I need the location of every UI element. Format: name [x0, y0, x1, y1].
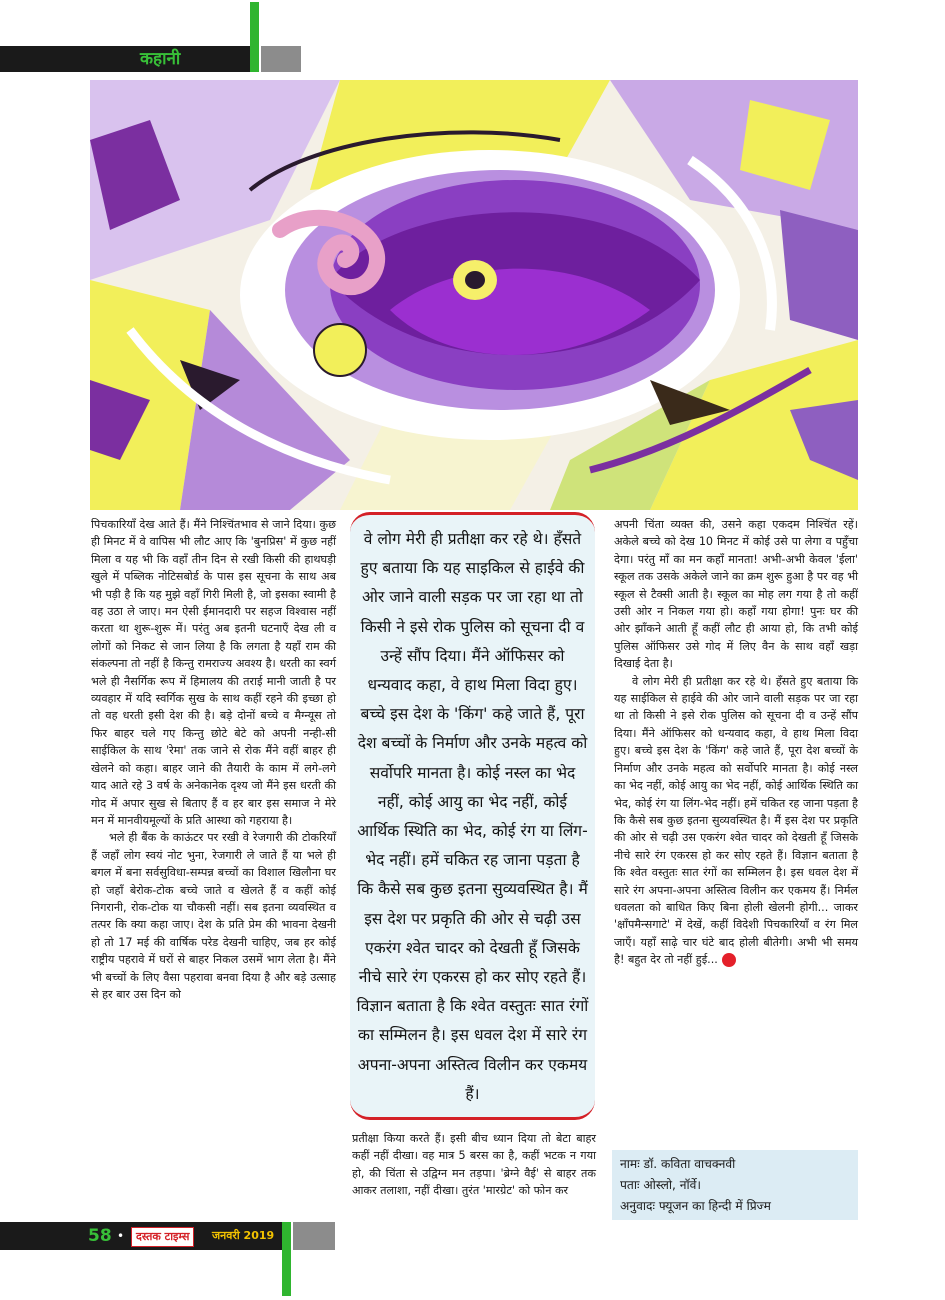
footer-grey-block — [293, 1222, 335, 1250]
abstract-painting — [90, 80, 858, 510]
right-paragraph-1: अपनी चिंता व्यक्त की, उसने कहा एकदम निश्चिंत रहें। अकेले बच्चे को देख 10 मिनट में कोई उसे पा लेगा व पहुँचा देगा। परंतु माँ का मन कहाँ मानता! अभी-अभी केवल 'ईला' स्कूल तक उसके अकेले जाने का क्रम शुरू हुआ है पर वह भी स्कूल से टैक्सी आती है। स्कूल का मोह लग गया है तो कहीं उसी ओर न निकल गया हो। कहाँ गया होगा! पुनः घर की ओर झाँकने आती हूँ कहीं लौट ही आया हो, कि तभी कोई पुलिस ऑफिसर उसे गोद में लिए वैन के साथ वहाँ खड़ा दिखाई देता है। — [614, 518, 858, 671]
body-column-left — [91, 516, 336, 1003]
author-name: नामः डॉ. कविता वाचक्नवी — [620, 1157, 736, 1171]
author-info-box — [612, 1150, 858, 1220]
footer-bullet: • — [117, 1229, 125, 1243]
right-paragraph-2: वे लोग मेरी ही प्रतीक्षा कर रहे थे। हँसते हुए बताया कि यह साईकिल से हाईवे की ओर जाने वाली सड़क पर जा रहा था तो किसी ने इसे रोक पुलिस को सूचना दी व उन्हें सौंप दिया। मैंने ऑफिसर को धन्यवाद कहा, वे हाथ मिला विदा हुए। बच्चे इस देश के 'किंग' कहे जाते हैं, पूरा देश बच्चों के निर्माण और उनके महत्व को सर्वोपरि मानता है। कोई नस्ल का भेद नहीं, कोई आयु का भेद नहीं, कोई आर्थिक स्थिति का भेद, कोई रंग या लिंग-भेद नहीं। हमें चकित रह जाना पड़ता है कि कैसे सब कुछ इतना सुव्यवस्थित है। मैं इस देश पर प्रकृति की ओर से चढ़ी उस एकरंग श्वेत चादर को देखती हूँ जिसके नीचे सारे रंग एकरस हो कर सोए रहते हैं। विज्ञान बताता है कि श्वेत वस्तुतः सात रंगों का सम्मिलन है। इस धवल देश में सारे रंग अपना-अपना अस्तित्व विलीन कर एकमय हैं। निर्मल धवलता को बाधित किए बिना होली खेलनी होगी... जाकर 'क्षाँपमैन्सगाटे' में देखें, कहीं विदेशी पिचकारियाँ व रंग मिल जाएँ। यहाँ साढ़े चार घंटे बाद होली बीतेगी। अभी भी समय है! बहुत देर तो नहीं हुई... — [614, 674, 858, 967]
header-grey-block — [261, 46, 301, 72]
header-bar — [0, 46, 250, 72]
left-paragraph-1: पिचकारियाँ देख आते हैं। मैंने निश्चिंतभाव से जाने दिया। कुछ ही मिनट में वे वापिस भी लौट आए कि 'बुनप्रिस' में कुछ नहीं मिला व यह भी कि वहाँ तीन दिन से रखी किसी की हाथघड़ी खुले में पब्लिक नोटिसबोर्ड के पास इस सूचना के साथ अब भी पड़ी है कि यह मुझे वहाँ गिरी मिली है, जो इसका स्वामी है वह उठा ले जाए। मन ऐसी ईमानदारी पर सहज विश्वास नहीं करता था शुरू-शुरू में। परंतु अब इतनी घटनाएँ देख ली व लोगों को निकट से जान लिया है कि लगता है यहाँ राम की संकल्पना तो नहीं है किन्तु रामराज्य अवश्य है। धरती का स्वर्ग भले ही नैसर्गिक रूप में हिमालय की तराई मानी जाती है पर व्यवहार में यदि स्वर्गिक सुख के साथ कहीं रहने की इच्छा हो तो वह धरती इसी देश की है। बड़े दोनों बच्चे व मैग्न्यूस तो फिर बाहर चले गए किन्तु छोटे बेटे को अपनी नन्ही-सी साईकिल के साथ 'रेमा' तक जाने से रोक मैंने वहीं बाहर ही खेलने को कहा। बाहर जाने की तैयारी के काम में लगे-लगे याद आते रहे 3 वर्ष के अनेकानेक दृश्य जो मैंने इस धरती की गोद में अपार सुख से बिताए हैं व हर बार इस समाज ने मेरे मन में मानवीयमूल्यों के प्रति आस्था को गहराया है। — [91, 518, 336, 827]
middle-paragraph: प्रतीक्षा किया करते हैं। इसी बीच ध्यान दिया तो बेटा बाहर कहीं नहीं दीखा। वह मात्र 5 बरस का है, कहीं भटक न गया हो, की चिंता से उद्विग्न मन तड़पा। 'ब्रेग्ने वैई' से बाहर तक आकर तलाशा, नहीं दीखा। तुरंत 'मारग्रेट' को फोन कर — [352, 1132, 596, 1198]
author-address: पताः ओस्लो, नॉर्वे। — [620, 1178, 702, 1192]
page-number: 58 — [88, 1226, 112, 1246]
pull-quote-text: वे लोग मेरी ही प्रतीक्षा कर रहे थे। हँसते हुए बताया कि यह साइकिल से हाईवे की ओर जाने वाली सड़क पर जा रहा था तो किसी ने इसे रोक पुलिस को सूचना दी व उन्हें सौंप दिया। मैंने ऑफिसर को धन्यवाद कहा, वे हाथ मिला विदा हुए। बच्चे इस देश के 'किंग' कहे जाते हैं, पूरा देश बच्चों के निर्माण और उनके महत्व को सर्वोपरि मानता है। कोई नस्ल का भेद नहीं, कोई आयु का भेद नहीं, कोई आर्थिक स्थिति का भेद, कोई रंग या लिंग-भेद नहीं। हमें चकित रह जाना पड़ता है कि कैसे सब कुछ इतना सुव्यवस्थित है। मैं इस देश पर प्रकृति की ओर से चढ़ी उस एकरंग श्वेत चादर को देखती हूँ जिसके नीचे सारे रंग एकरस हो कर सोए रहते हैं। विज्ञान बताता है कि श्वेत वस्तुतः सात रंगों का सम्मिलन है। इस धवल देश में सारे रंग अपना-अपना अस्तित्व विलीन कर एकमय हैं। — [356, 530, 589, 1103]
footer-accent-stripe — [282, 1222, 291, 1296]
left-paragraph-2: भले ही बैंक के काऊंटर पर रखी वे रेजगारी की टोकरियाँ हैं जहाँ लोग स्वयं नोट भुना, रेजगारी ले जाते हैं या भले ही बगल में बना सर्वसुविधा-सम्पन्न बच्चों का विशाल खिलौना घर हो जहाँ बेरोक-टोक बच्चे जाते व खेलते हैं व कहीं कोई निगरानी, रोक-टोक या चौकसी नहीं। सब इतना व्यवस्थित व तत्पर कि क्या कहा जाए। देश के प्रति प्रेम की भावना देखनी हो तो 17 मई की वार्षिक परेड देखनी चाहिए, जब हर कोई राष्ट्रीय पहरावे में घरों से बाहर निकल उसमें भाग लेता है। मैंने भी बच्चों के लिए वैसा पहरावा बनवा दिया है और बड़े उत्साह से हर बार उस दिन को — [91, 831, 336, 1001]
section-label: कहानी — [140, 49, 181, 69]
pull-quote-box — [350, 512, 595, 1120]
issue-date: जनवरी 2019 — [212, 1229, 275, 1242]
body-column-right — [614, 516, 858, 969]
story-end-dot-icon — [722, 953, 736, 967]
story-artwork — [90, 80, 858, 510]
magazine-logo: दस्तक टाइम्स — [131, 1227, 194, 1247]
header-accent-stripe — [250, 2, 259, 72]
author-translation: अनुवादः फ्यूजन का हिन्दी में प्रिज्म — [620, 1199, 771, 1213]
body-column-middle — [352, 1130, 596, 1200]
